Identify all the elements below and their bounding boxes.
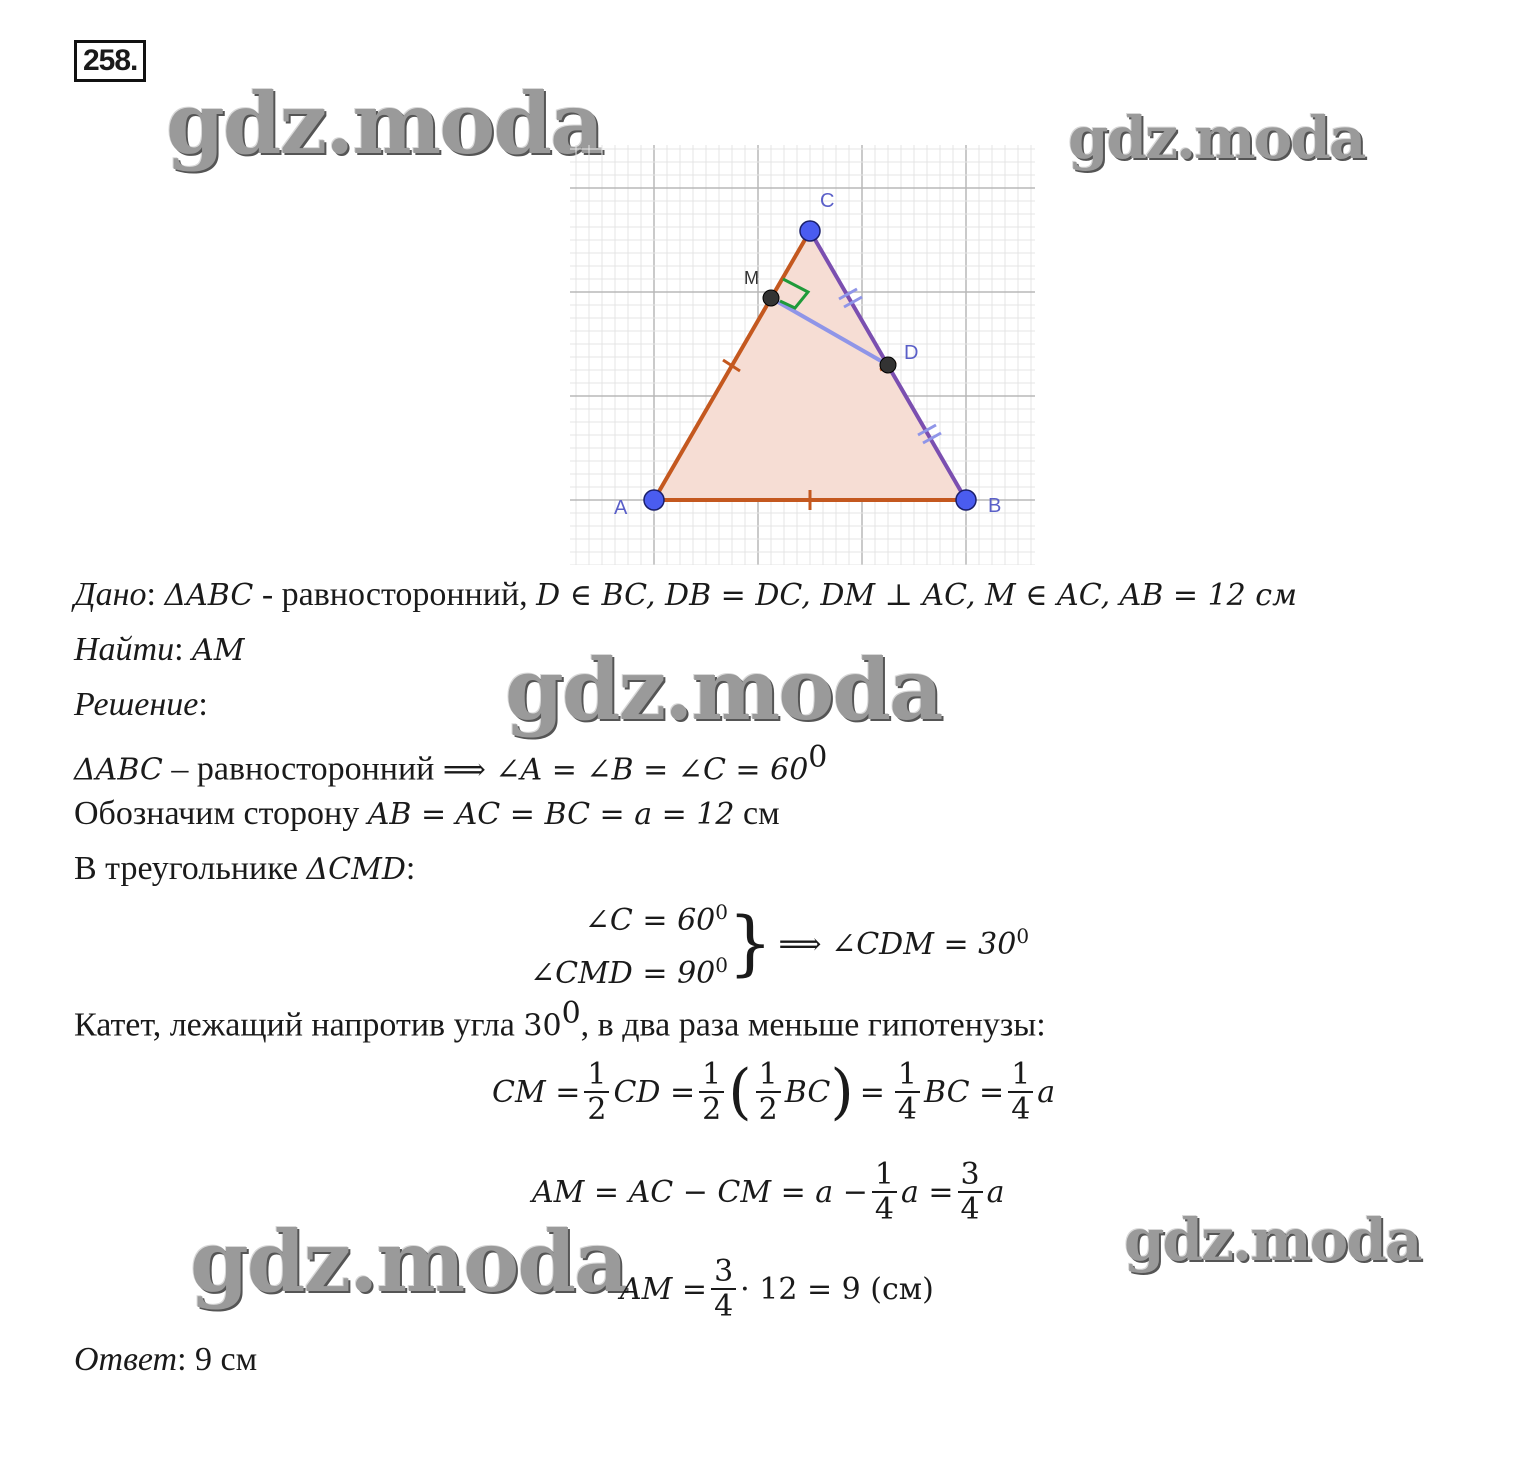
fraction: $\frac{3}{4}$ [711, 1255, 736, 1323]
solution-line: Решение: [74, 686, 208, 723]
given-conditions: D ∈ BC, DB = DC, DM ⊥ AC, M ∈ AC, AB = 12 см [536, 578, 1297, 613]
step2-text: Обозначим сторону [74, 795, 368, 832]
step4-math: 30 [523, 1008, 562, 1044]
vertex-c [800, 221, 820, 241]
fraction: $\frac{1}{4}$ [895, 1058, 920, 1126]
step-4 [74, 996, 1046, 1044]
step4-sup: 0 [561, 996, 581, 1031]
problem-number: 258. [74, 40, 146, 82]
step4-text-a: Катет, лежащий напротив угла [74, 1006, 524, 1044]
step3-colon: : [405, 850, 416, 887]
point-d [880, 357, 896, 373]
step3-text: В треугольнике [74, 850, 307, 887]
eq1-term: CD = [613, 1074, 696, 1110]
label-c: C [820, 190, 835, 212]
find-label: Найти [74, 631, 175, 668]
eq1-lhs: CM = [492, 1074, 581, 1110]
fraction: $\frac{1}{2}$ [584, 1058, 609, 1126]
eq3-lhs: AM = [620, 1271, 708, 1307]
equation-cm [492, 1046, 1055, 1138]
eq2-term: a [986, 1174, 1005, 1210]
system-line-2: ∠CMD = $90^0$ [530, 953, 728, 991]
step-1 [74, 740, 827, 788]
equation-am [532, 1146, 1005, 1238]
eq2-lhs: AM = AC − CM = a − [532, 1174, 868, 1210]
answer-line [74, 1341, 257, 1379]
step-3 [74, 850, 415, 888]
fraction: $\frac{3}{4}$ [958, 1158, 983, 1226]
system-of-angles [530, 898, 1030, 991]
answer-value: : 9 см [177, 1341, 258, 1378]
given-label: Дано [74, 576, 147, 613]
watermark: gdz.moda [190, 1212, 627, 1311]
eq3-rhs: · 12 = 9 (см) [740, 1271, 934, 1307]
triangle-figure [570, 145, 1035, 565]
watermark: gdz.moda [166, 74, 603, 173]
step1-math: ⟹ ∠A = ∠B = ∠C = 60 [442, 752, 809, 788]
step2-unit: см [734, 795, 780, 832]
label-b: B [988, 495, 1002, 517]
step2-math: AB = AC = BC = a = 12 [367, 797, 735, 832]
open-paren: ( [728, 1057, 752, 1127]
system-result: ⟹ ∠CDM = $30^0$ [778, 924, 1030, 962]
fraction: $\frac{1}{2}$ [756, 1058, 781, 1126]
step1-sup: 0 [808, 740, 828, 775]
point-m [763, 290, 779, 306]
fraction: $\frac{1}{4}$ [872, 1158, 897, 1226]
fraction: $\frac{1}{4}$ [1008, 1058, 1033, 1126]
eq1-equals: = [859, 1074, 885, 1110]
vertex-a [644, 490, 664, 510]
given-line: Дано: ΔABC - равносторонний, D ∈ BC, DB = DC, DM ⊥ AC, M ∈ AC, AB = 12 см [74, 576, 1297, 613]
watermark: gdz.moda [1124, 1206, 1421, 1274]
label-d: D [904, 342, 919, 364]
triangle-fill [654, 231, 966, 500]
eq2-term: a = [900, 1174, 954, 1210]
watermark: gdz.moda [505, 640, 942, 739]
step1-text: – равносторонний [162, 750, 443, 788]
step4-text-b: , в два раза меньше гипотенузы: [580, 1006, 1046, 1044]
eq1-term: a [1037, 1074, 1056, 1110]
find-line: Найти: AM [74, 631, 245, 668]
equation-am-value [620, 1243, 934, 1335]
vertex-b [956, 490, 976, 510]
system-brace: } [727, 902, 773, 984]
eq1-term: BC [784, 1074, 831, 1110]
answer-label: Ответ [74, 1341, 178, 1378]
fraction: $\frac{1}{2}$ [699, 1058, 724, 1126]
watermark: gdz.moda [1068, 104, 1365, 172]
system-line-1: ∠C = $60^0$ [584, 900, 728, 938]
label-a: A [614, 497, 628, 519]
find-value: AM [192, 633, 245, 668]
close-paren: ) [830, 1057, 854, 1127]
step3-math: ΔCMD [306, 852, 406, 887]
label-m: M [744, 268, 759, 288]
step-2 [74, 795, 780, 833]
solution-label: Решение [74, 686, 199, 723]
eq1-term: BC = [923, 1074, 1005, 1110]
step1-triangle: ΔABC [74, 752, 163, 788]
given-text: - равносторонний, [253, 576, 537, 613]
given-triangle: ΔABC [164, 578, 254, 613]
